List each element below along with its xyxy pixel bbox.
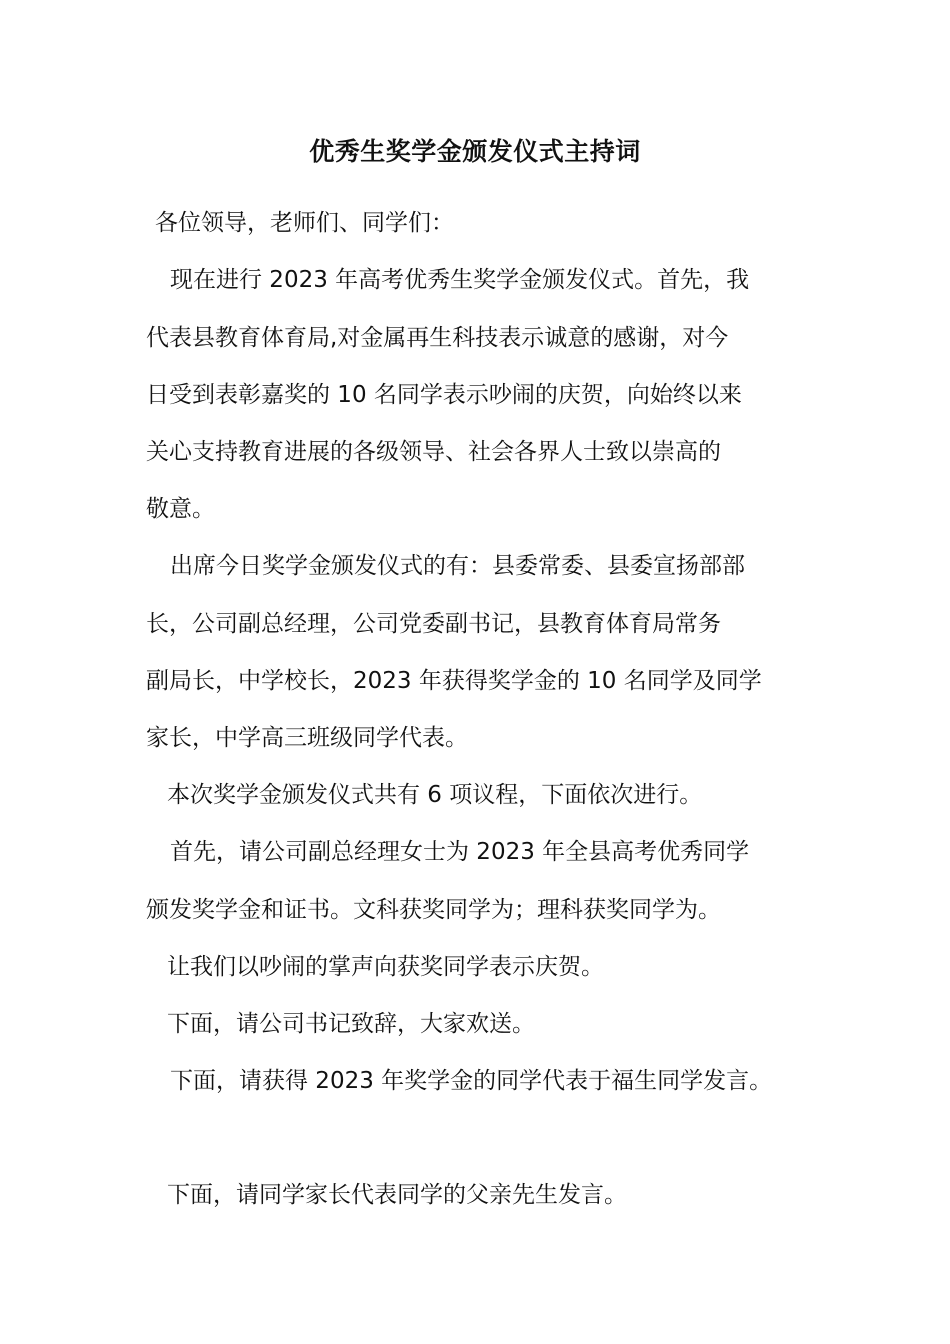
paragraph-line: 各位领导，老师们、同学们： (155, 210, 454, 236)
paragraph-line: 副局长，中学校长，2023 年获得奖学金的 10 名同学及同学 (146, 668, 762, 694)
paragraph-line: 让我们以吵闹的掌声向获奖同学表示庆贺。 (167, 954, 604, 980)
paragraph-line: 下面，请同学家长代表同学的父亲先生发言。 (167, 1182, 627, 1208)
paragraph-line: 长，公司副总经理，公司党委副书记，县教育体育局常务 (146, 611, 721, 637)
paragraph-line: 现在进行 2023 年高考优秀生奖学金颁发仪式。首先，我 (170, 267, 750, 293)
paragraph-line: 敬意。 (146, 496, 215, 522)
paragraph-line: 关心支持教育进展的各级领导、社会各界人士致以崇高的 (146, 439, 721, 465)
paragraph-line: 首先，请公司副总经理女士为 2023 年全县高考优秀同学 (170, 839, 750, 865)
paragraph-line: 出席今日奖学金颁发仪式的有：县委常委、县委宣扬部部 (170, 553, 745, 579)
paragraph-line: 颁发奖学金和证书。文科获奖同学为；理科获奖同学为。 (146, 897, 721, 923)
paragraph-line: 本次奖学金颁发仪式共有 6 项议程，下面依次进行。 (167, 782, 703, 808)
paragraph-line: 代表县教育体育局,对金属再生科技表示诚意的感谢，对今 (146, 325, 729, 351)
paragraph-line: 日受到表彰嘉奖的 10 名同学表示吵闹的庆贺，向始终以来 (146, 382, 742, 408)
document-title: 优秀生奖学金颁发仪式主持词 (309, 137, 641, 166)
paragraph-line: 家长，中学高三班级同学代表。 (146, 725, 468, 751)
paragraph-line: 下面，请公司书记致辞，大家欢送。 (167, 1011, 535, 1037)
paragraph-line: 下面，请获得 2023 年奖学金的同学代表于福生同学发言。 (170, 1068, 773, 1094)
